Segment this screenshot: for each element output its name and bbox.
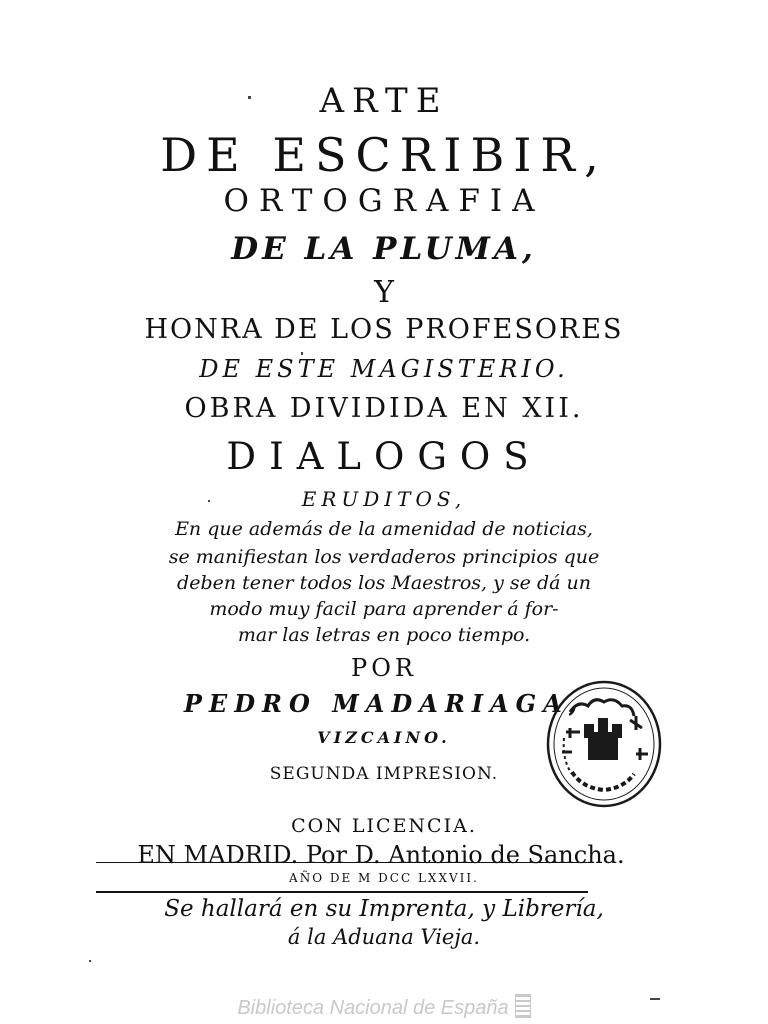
description-line: modo muy facil para aprender á for- <box>209 598 559 620</box>
edition-note: SEGUNDA IMPRESION. <box>269 764 499 784</box>
ink-speck <box>248 96 251 99</box>
sale-note-line1: Se hallará en su Imprenta, y Librería, <box>164 896 604 922</box>
author-origin: VIZCAINO. <box>317 728 451 747</box>
title-de-este-magisterio: DE ESTE MAGISTERIO. <box>199 355 569 383</box>
author-name: PEDRO MADARIAGA, <box>183 689 585 718</box>
ink-speck <box>208 500 210 502</box>
library-seal-stamp <box>540 672 664 812</box>
title-dialogos: DIALOGOS <box>226 435 542 478</box>
title-honra: HONRA DE LOS PROFESORES <box>144 314 624 345</box>
description-line: se manifiestan los verdaderos principios que <box>168 546 600 568</box>
description-line: mar las letras en poco tiempo. <box>237 624 531 646</box>
title-eruditos: ERUDITOS, <box>301 487 467 511</box>
ink-speck <box>301 352 303 355</box>
rule-divider <box>96 862 592 863</box>
title-obra-dividida: OBRA DIVIDIDA EN XII. <box>184 393 584 424</box>
watermark <box>0 994 768 1020</box>
title-de-la-pluma: DE LA PLUMA, <box>231 231 537 267</box>
bne-book-icon <box>515 994 531 1018</box>
license-note: CON LICENCIA. <box>291 815 477 837</box>
title-arte: ARTE <box>319 81 449 121</box>
title-y: Y <box>374 275 394 310</box>
watermark-text: Biblioteca Nacional de España <box>237 997 509 1019</box>
description-line: deben tener todos los Maestros, y se dá un <box>177 572 591 594</box>
ink-speck <box>89 960 91 962</box>
imprint: EN MADRID. Por D. Antonio de Sancha. <box>137 841 625 869</box>
description-line: En que además de la amenidad de noticias, <box>175 518 593 540</box>
title-ortografia: ORTOGRAFIA <box>223 183 545 219</box>
title-de-escribir: DE ESCRIBIR, <box>160 128 608 182</box>
rule-divider <box>96 891 588 893</box>
imprint-year: AÑO DE M DCC LXXVII. <box>289 871 479 885</box>
sale-note-line2: á la Aduana Vieja. <box>287 925 481 949</box>
author-por: POR <box>351 654 417 682</box>
